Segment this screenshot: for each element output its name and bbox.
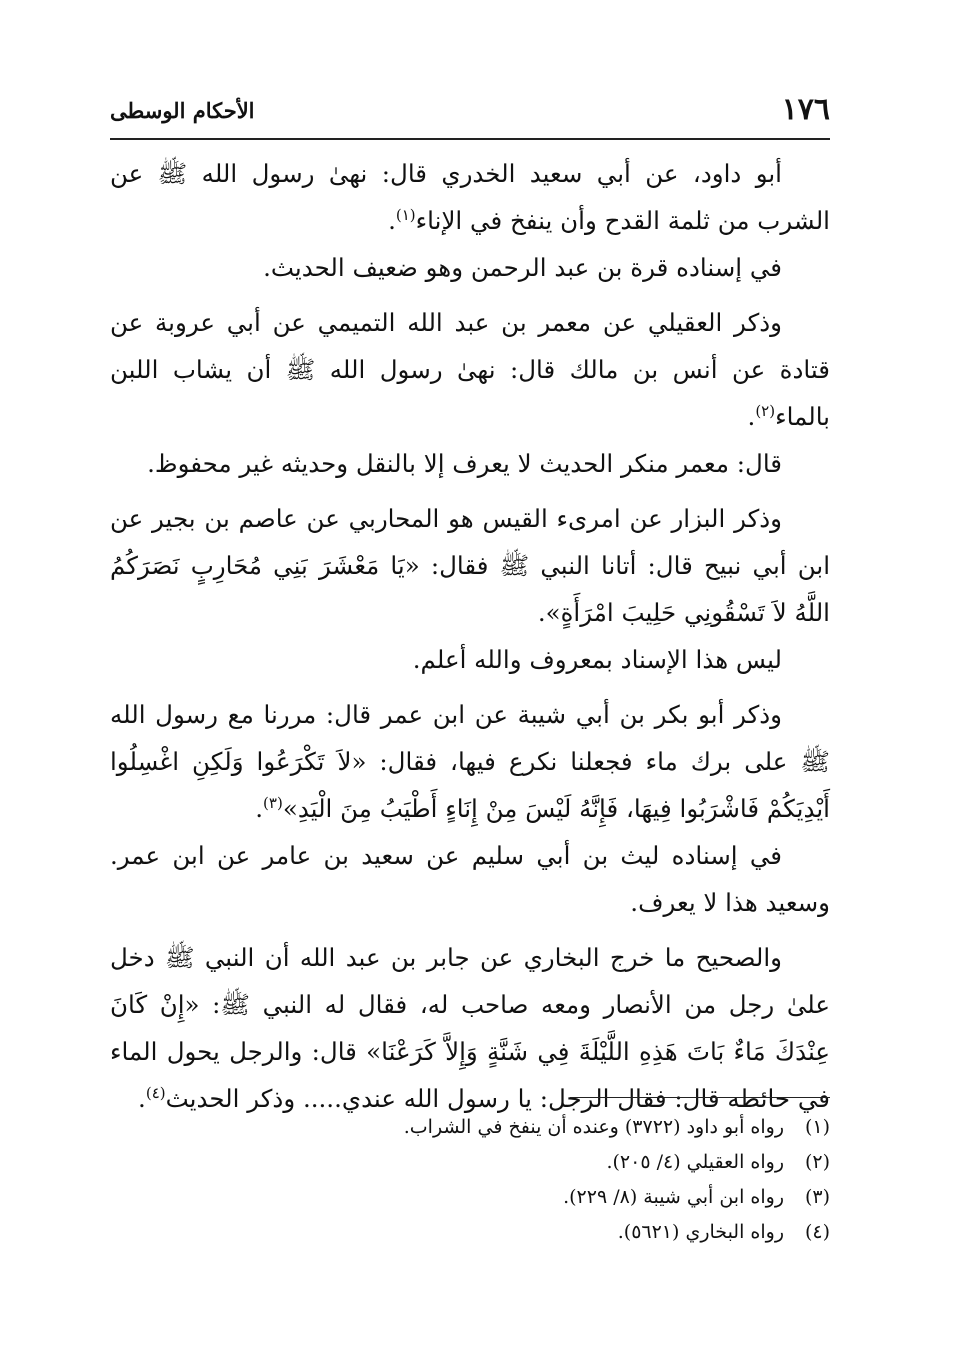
footnote-text: رواه أبو داود (٣٧٢٢) وعنده أن ينفخ في الشراب. [403,1116,784,1138]
paragraph-5: وذكر البزار عن امرىء القيس هو المحاربي عن عاصم بن بجير عن ابن أبي نبيح قال: أتانا النبي ﷺ فقال: «يَا مَعْشَرَ بَنِي مُحَارِبٍ نَصَرَكُمُ اللَّهُ لاَ تَسْقُونِي حَلِيبَ امْرَأَةٍ». [110,504,830,627]
footnote-2 [110,1145,830,1180]
paragraph-3: وذكر العقيلي عن معمر بن عبد الله التميمي عن أبي عروبة عن قتادة عن أنس بن مالك قال: نهىٰ رسول الله ﷺ أن يشاب اللبن بالماء$^{(٢)}$. [110,308,830,431]
paragraph-9: والصحيح ما خرج البخاري عن جابر بن عبد الله أن النبي ﷺ دخل علىٰ رجل من الأنصار ومعه صاحب له، فقال له النبي ﷺ: «إِنْ كَانَ عِنْدَكَ مَاءٌ بَاتَ هَذِهِ اللَّيْلَةَ فِي شَنَّةٍ وَإِلاَّ كَرَعْنَا» قال: والرجل يحول الماء في حائطه قال: فقال الرجل: يا رسول الله عندي..... وذكر الحديث$^{(٤)}$. [110,943,830,1113]
footnote-ref: (٢) [755,401,776,420]
footnote-number: (٣) [804,1186,830,1208]
paragraph-1: أبو داود، عن أبي سعيد الخدري قال: نهىٰ رسول الله ﷺ عن الشرب من ثلمة القدح وأن ينفخ في الإناء$^{(١)}$. [110,159,830,235]
paragraph-4: قال: معمر منكر الحديث لا يعرف إلا بالنقل وحديثه غير محفوظ. [147,449,782,478]
footnotes [110,1110,830,1250]
footnote-ref: (١) [395,205,416,224]
paragraph-7: وذكر أبو بكر بن أبي شيبة عن ابن عمر قال: مررنا مع رسول الله ﷺ على برك ماء فجعلنا نكرع فيها، فقال: «لاَ تَكْرَعُوا وَلَكِنِ اغْسِلُوا أَيْدِيَكُمْ فَاشْرَبُوا فِيهَا، فَإِنَّهُ لَيْسَ مِنْ إِنَاءٍ أَطْيَبُ مِنَ الْيَدِ»$^{(٣)}$. [110,700,830,823]
footnote-text: رواه البخاري (٥٦٢١). [617,1221,784,1243]
page-header [110,92,830,132]
main-text [110,150,830,1122]
footnote-1 [110,1110,830,1145]
footnote-ref: (٣) [263,793,283,812]
footnote-3 [110,1180,830,1215]
paragraph-6: ليس هذا الإسناد بمعروف والله أعلم. [412,645,782,674]
footnote-number: (١) [804,1116,830,1138]
footnote-number: (٤) [804,1221,830,1243]
footnote-text: رواه العقيلي (٤/ ٢٠٥). [606,1151,784,1173]
footnote-4 [110,1215,830,1250]
footnote-number: (٢) [804,1151,830,1173]
footnote-ref: (٤) [145,1083,166,1102]
paragraph-2: في إسناده قرة بن عبد الرحمن وهو ضعيف الحديث. [263,253,782,282]
book-title: الأحكام الوسطى [110,98,255,123]
footnote-divider [570,1097,830,1098]
page-number: ١٧٦ [781,92,830,127]
paragraph-8: في إسناده ليث بن أبي سليم عن سعيد بن عامر عن ابن عمر. وسعيد هذا لا يعرف. [110,841,830,917]
footnote-text: رواه ابن أبي شيبة (٨/ ٢٢٩). [563,1186,784,1208]
header-divider [110,138,830,140]
